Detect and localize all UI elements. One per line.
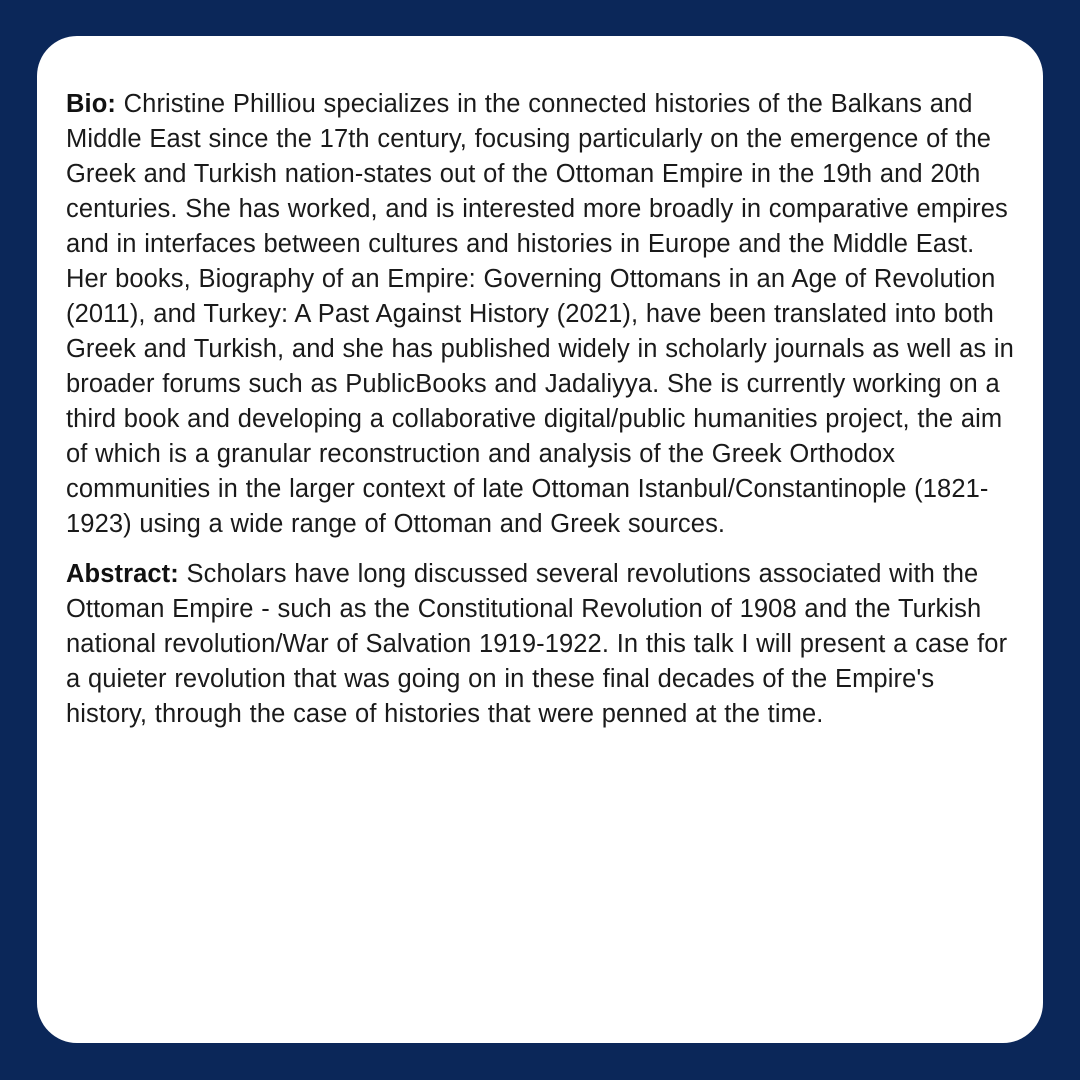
bio-text: Christine Philliou specializes in the connected histories of the Balkans and Middle East since the 17th century, focusing particularly on the emergence of the Greek and Turkish nation-states out of the Ottoman Empire in the 19th and 20th centuries. She has worked, and is interested more broadly in comparative empires and in interfaces between cultures and histories in Europe and the Middle East. Her books, Biography of an Empire: Governing Ottomans in an Age of Revolution (2011), and Turkey: A Past Against History (2021), have been translated into both Greek and Turkish, and she has published widely in scholarly journals as well as in broader forums such as PublicBooks and Jadaliyya. She is currently working on a third book and developing a collaborative digital/public humanities project, the aim of which is a granular reconstruction and analysis of the Greek Orthodox communities in the larger context of late Ottoman Istanbul/Constantinople (1821-1923) using a wide range of Ottoman and Greek sources. <box>66 90 1014 538</box>
abstract-paragraph <box>66 557 1017 732</box>
bio-label: Bio: <box>66 90 116 118</box>
abstract-text: Scholars have long discussed several revolutions associated with the Ottoman Empire - such as the Constitutional Revolution of 1908 and the Turkish national revolution/War of Salvation 1919-1922. In this talk I will present a case for a quieter revolution that was going on in these final decades of the Empire's history, through the case of histories that were penned at the time. <box>66 560 1008 728</box>
abstract-label: Abstract: <box>66 560 179 588</box>
bio-paragraph <box>66 87 1017 542</box>
content-card <box>37 36 1043 1043</box>
